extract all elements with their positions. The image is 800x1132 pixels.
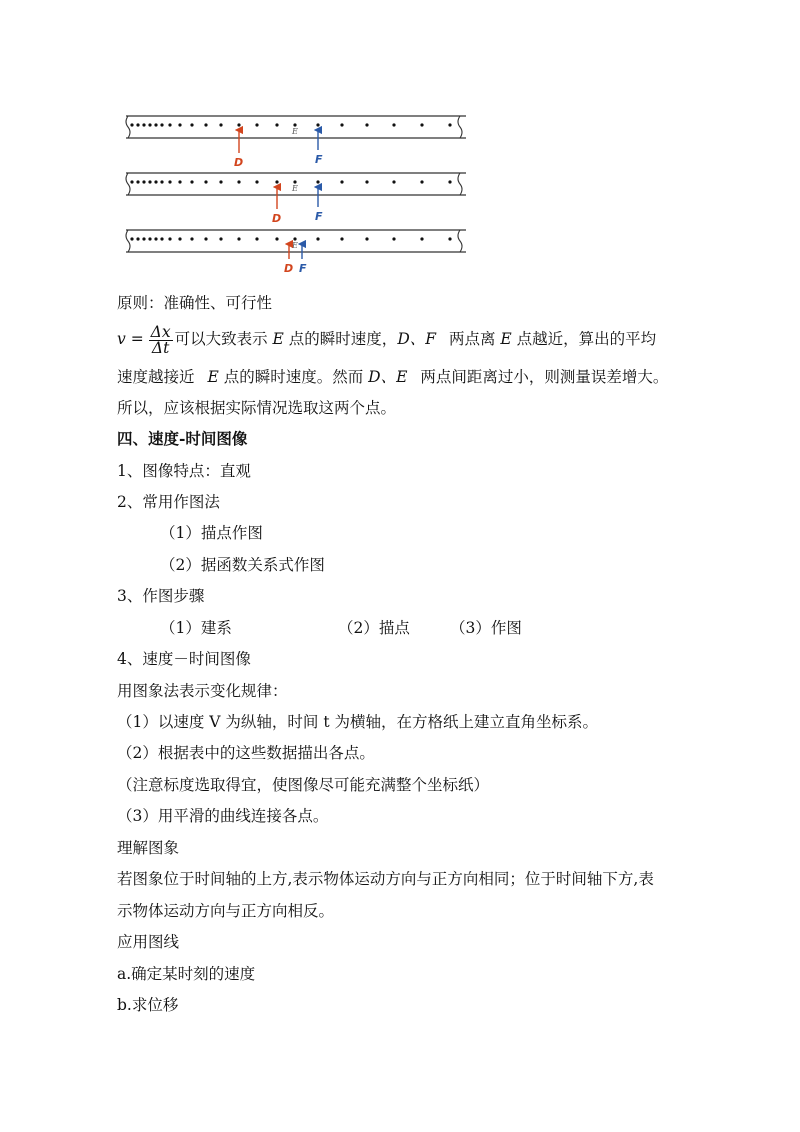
section-heading-text: 四、速度-时间图像 <box>117 429 248 448</box>
tape-dot <box>204 237 207 240</box>
p3-text: 所以，应该根据实际情况选取这两个点。 <box>117 399 397 417</box>
tape-dot <box>154 123 157 126</box>
formula-denominator: Δt <box>151 338 170 357</box>
tape-dot <box>255 123 258 126</box>
tape-dot <box>219 180 222 183</box>
apply-item-b-text: b.求位移 <box>117 996 179 1014</box>
tape-dot <box>365 123 368 126</box>
tape-dot <box>219 123 222 126</box>
point-e-label: E <box>292 127 298 136</box>
tape-dot <box>340 237 343 240</box>
tape-dot <box>255 180 258 183</box>
tape-dot <box>168 237 171 240</box>
tape-dot <box>178 180 181 183</box>
tape-dot <box>237 123 240 126</box>
law-step-3-text: （3）用平滑的曲线连接各点。 <box>117 807 329 825</box>
understand-line-2 <box>117 901 334 921</box>
point-d-label: D <box>272 212 282 225</box>
tape-dot <box>392 180 395 183</box>
law-step-1-text: （1）以速度 V 为纵轴，时间 t 为横轴，在方格纸上建立直角坐标系。 <box>117 713 598 731</box>
item-4 <box>117 649 251 669</box>
tape-dot <box>316 180 319 183</box>
item-1 <box>117 461 251 481</box>
section-heading-4 <box>117 429 247 449</box>
p1-points-df: D、F <box>397 330 436 348</box>
tape-dot <box>275 237 278 240</box>
law-step-2 <box>117 743 375 763</box>
point-f-label: F <box>315 153 323 166</box>
p1-part-b: 点的瞬时速度， <box>288 330 398 348</box>
step-2-text: （2）描点 <box>338 619 410 637</box>
law-intro <box>117 681 288 701</box>
understand-line-2-text: 示物体运动方向与正方向相反。 <box>117 902 335 920</box>
ticker-tape-figure <box>122 104 470 284</box>
tape-dot <box>420 123 423 126</box>
understand-line-1 <box>117 869 654 889</box>
formula-fraction <box>149 322 173 357</box>
apply-heading <box>117 932 179 952</box>
tape-left-end <box>126 173 130 195</box>
tape-dot <box>365 180 368 183</box>
tape-1 <box>126 116 466 169</box>
law-note <box>117 775 489 795</box>
tape-dot <box>142 123 145 126</box>
tape-dot <box>190 180 193 183</box>
tape-dot <box>392 123 395 126</box>
understand-line-1-text: 若图象位于时间轴的上方,表示物体运动方向与正方向相同；位于时间轴下方,表 <box>117 870 654 888</box>
tape-dot <box>448 237 451 240</box>
formula-numerator: Δx <box>150 322 171 341</box>
p2-part-b: 点的瞬时速度。然而 <box>223 368 364 386</box>
tape-dot <box>275 123 278 126</box>
tape-dot <box>142 180 145 183</box>
tape-dot <box>275 180 278 183</box>
item-2-sub-2-text: （2）据函数关系式作图 <box>160 556 325 574</box>
law-intro-text: 用图象法表示变化规律： <box>117 682 288 700</box>
p2-points-de: D、E <box>368 368 408 386</box>
point-f-label: F <box>315 210 323 223</box>
tape-dot <box>168 123 171 126</box>
tape-dot <box>190 123 193 126</box>
apply-item-a-text: a.确定某时刻的速度 <box>117 965 256 983</box>
law-note-text: （注意标度选取得宜，使图像尽可能充满整个坐标纸） <box>117 776 490 794</box>
paragraph-line2 <box>117 367 668 387</box>
item-3-text: 3、作图步骤 <box>117 587 205 605</box>
tape-dot <box>204 123 207 126</box>
tape-dot <box>130 123 133 126</box>
formula-v: v <box>117 330 126 348</box>
tape-dot <box>168 180 171 183</box>
apply-item-b <box>117 995 178 1015</box>
understand-heading <box>117 838 179 858</box>
tape-dot <box>130 180 133 183</box>
tape-dot <box>340 123 343 126</box>
tape-diagram <box>122 104 470 284</box>
tape-dot <box>154 237 157 240</box>
step-3-text: （3）作图 <box>450 619 522 637</box>
tape-3 <box>126 230 466 275</box>
item-3 <box>117 586 204 606</box>
item-2-sub-1 <box>160 523 263 543</box>
point-f-label: F <box>299 262 307 275</box>
p1-part-a: 可以大致表示 <box>174 330 268 348</box>
principle-line <box>117 293 272 313</box>
tape-left-end <box>126 116 130 138</box>
tape-dot <box>219 237 222 240</box>
formula-equals: = <box>130 330 144 348</box>
understand-heading-text: 理解图象 <box>117 839 180 857</box>
tape-dot <box>130 237 133 240</box>
p1-point-e2: E <box>500 330 512 348</box>
tape-dot <box>148 123 151 126</box>
p2-part-c: 两点间距离过小，则测量误差增大。 <box>420 368 669 386</box>
apply-heading-text: 应用图线 <box>117 933 180 951</box>
tape-dot <box>142 237 145 240</box>
p1-part-c: 两点离 <box>448 330 496 348</box>
paragraph-line3 <box>117 398 396 418</box>
law-step-1 <box>117 712 598 732</box>
tape-dot <box>136 180 139 183</box>
tape-right-end <box>458 116 462 138</box>
step-1-text: （1）建系 <box>160 619 232 637</box>
tape-dot <box>420 237 423 240</box>
principle-text: 原则：准确性、可行性 <box>117 294 273 312</box>
item-1-text: 1、图像特点：直观 <box>117 462 251 480</box>
tape-dot <box>148 180 151 183</box>
point-e-label: E <box>292 241 298 250</box>
p2-point-e: E <box>207 368 219 386</box>
p1-point-e: E <box>272 330 284 348</box>
item-4-text: 4、速度－时间图像 <box>117 650 251 668</box>
tape-dot <box>420 180 423 183</box>
law-step-2-text: （2）根据表中的这些数据描出各点。 <box>117 744 375 762</box>
formula-paragraph-line1 <box>117 323 656 356</box>
tape-dot <box>204 180 207 183</box>
tape-dot <box>237 180 240 183</box>
tape-dot <box>178 237 181 240</box>
tape-2 <box>126 173 466 225</box>
point-d-label: D <box>284 262 294 275</box>
tape-dot <box>340 180 343 183</box>
tape-dot <box>365 237 368 240</box>
law-step-3 <box>117 806 328 826</box>
tape-dot <box>237 237 240 240</box>
point-d-label: D <box>234 156 244 169</box>
tape-dot <box>160 180 163 183</box>
tape-dot <box>190 237 193 240</box>
tape-dot <box>448 180 451 183</box>
item-2 <box>117 492 220 512</box>
point-e-label: E <box>292 184 298 193</box>
item-2-sub-1-text: （1）描点作图 <box>160 524 263 542</box>
tape-right-end <box>458 230 462 252</box>
tape-dot <box>392 237 395 240</box>
tape-dot <box>178 123 181 126</box>
tape-dot <box>160 237 163 240</box>
item-3-steps <box>160 618 560 638</box>
tape-dot <box>136 237 139 240</box>
apply-item-a <box>117 964 255 984</box>
item-2-text: 2、常用作图法 <box>117 493 220 511</box>
tape-dot <box>160 123 163 126</box>
p2-part-a: 速度越接近 <box>117 368 195 386</box>
tape-dot <box>136 123 139 126</box>
tape-dot <box>255 237 258 240</box>
tape-dot <box>316 237 319 240</box>
tape-dot <box>316 123 319 126</box>
tape-dot <box>448 123 451 126</box>
p1-part-d: 点越近，算出的平均 <box>516 330 657 348</box>
tape-dot <box>148 237 151 240</box>
tape-dot <box>154 180 157 183</box>
tape-left-end <box>126 230 130 252</box>
tape-right-end <box>458 173 462 195</box>
item-2-sub-2 <box>160 555 325 575</box>
